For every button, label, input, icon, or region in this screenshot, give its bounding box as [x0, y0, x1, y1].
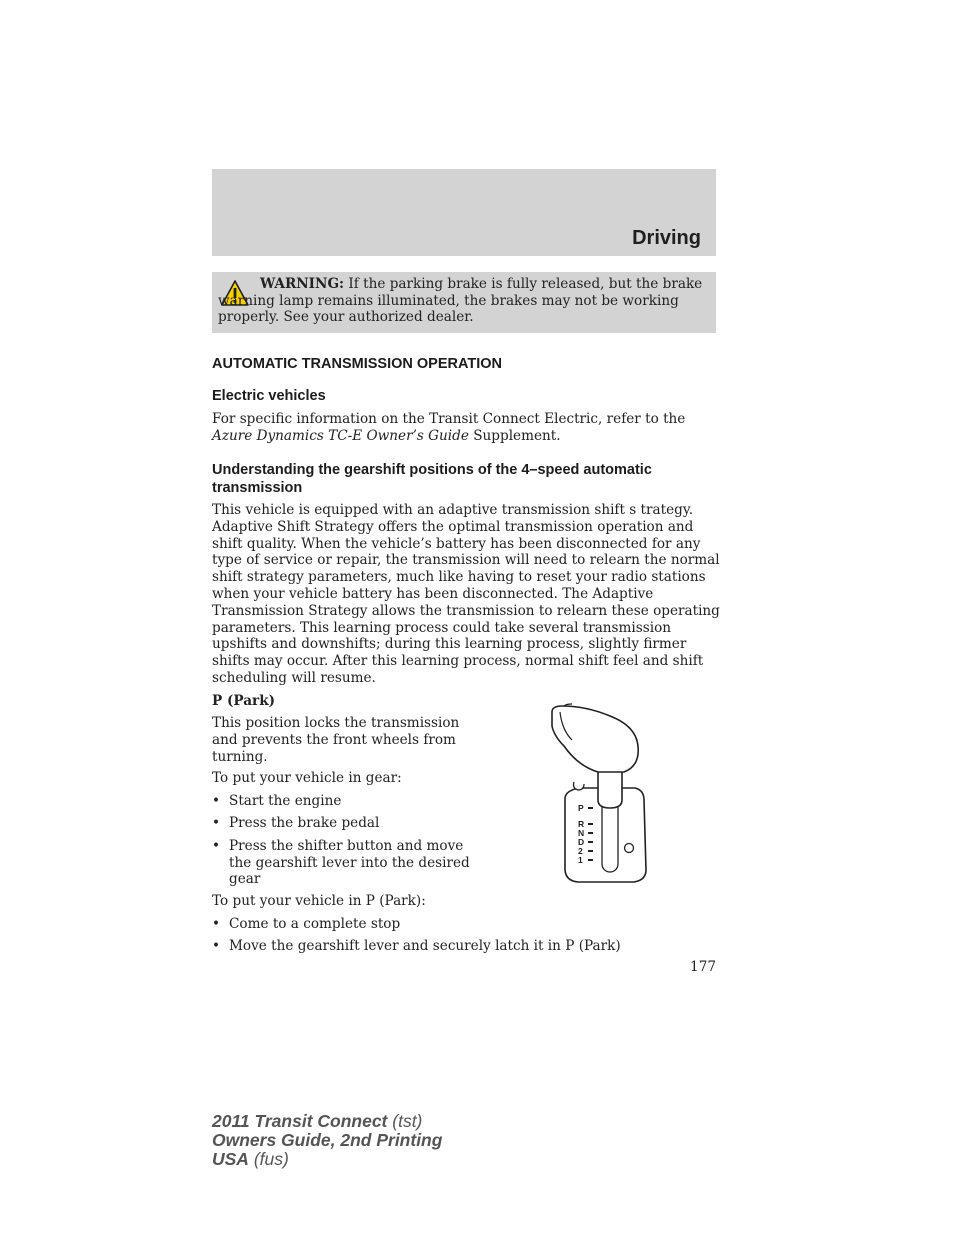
- shifter-label-2: 2: [578, 846, 583, 856]
- park-intro: To put your vehicle in P (Park):: [212, 893, 426, 909]
- shifter-detent-mark: [588, 832, 593, 834]
- footer-market: USA: [212, 1149, 249, 1169]
- guide-title: Azure Dynamics TC-E Owner’s Guide: [212, 427, 469, 444]
- park-paragraph-line: This position locks the transmission: [212, 715, 460, 731]
- warning-box: [212, 272, 716, 333]
- heading-park: P (Park): [212, 693, 276, 709]
- list-item: [212, 916, 718, 933]
- gearshift-paragraph-line: shift quality. When the vehicle’s battery has been disconnected for any: [212, 535, 701, 552]
- shifter-detent-mark: [588, 807, 593, 809]
- footer-line-2: [212, 1131, 442, 1150]
- electric-line-2-suffix: Supplement.: [468, 427, 561, 444]
- list-item: [212, 838, 474, 888]
- park-steps-list: [212, 916, 718, 961]
- gearshift-paragraph-line: shifts may occur. After this learning process, normal shift feel and shift: [212, 653, 704, 670]
- gearshift-paragraph-line: parameters. This learning process could take several transmission: [212, 619, 672, 636]
- electric-line-1: For specific information on the Transit Connect Electric, refer to the: [212, 411, 686, 427]
- list-item-text: Start the engine: [229, 793, 342, 809]
- gearshift-paragraph-line: when your vehicle battery has been disconnected. The Adaptive: [212, 585, 654, 602]
- shifter-label-p: P: [578, 803, 584, 813]
- shifter-label-r: R: [578, 819, 585, 829]
- gearshift-paragraph-line: Transmission Strategy allows the transmission to relearn these operating: [212, 602, 720, 619]
- section-title: Driving: [632, 227, 701, 249]
- gearshift-paragraph-line: shift strategy parameters, much like having to reset your radio stations: [212, 569, 706, 586]
- footer-guide-edition: Owners Guide, 2nd Printing: [212, 1130, 443, 1150]
- park-paragraph-line: and prevents the front wheels from: [212, 731, 456, 748]
- gearshift-paragraph-line: scheduling will resume.: [212, 669, 376, 686]
- shifter-label-1: 1: [578, 855, 583, 865]
- list-item-text: Come to a complete stop: [229, 916, 401, 932]
- document-footer: [212, 1112, 442, 1169]
- list-item-text: Move the gearshift lever and securely latch it in P (Park): [229, 938, 621, 955]
- gear-steps-list: [212, 793, 474, 894]
- footer-line-1: [212, 1112, 442, 1131]
- bullet-icon: •: [212, 837, 221, 854]
- list-item-text: Press the brake pedal: [229, 815, 380, 832]
- list-item-text: Press the shifter button and move the gearshift lever into the desired gear: [229, 837, 470, 888]
- heading-automatic-transmission: AUTOMATIC TRANSMISSION OPERATION: [212, 356, 502, 372]
- heading-electric-vehicles: Electric vehicles: [212, 388, 326, 404]
- heading-gearshift-positions: Understanding the gearshift positions of the 4–speed automatic transmission: [212, 462, 652, 496]
- footer-model: 2011 Transit Connect: [212, 1111, 388, 1131]
- shifter-label-n: N: [578, 828, 585, 838]
- gear-intro: To put your vehicle in gear:: [212, 770, 402, 786]
- bullet-icon: •: [212, 916, 221, 932]
- footer-model-code: (tst): [387, 1111, 423, 1131]
- section-header-band: [212, 169, 716, 256]
- footer-line-3: [212, 1150, 442, 1169]
- electric-line-2: [212, 428, 718, 445]
- warning-text: [218, 276, 708, 326]
- park-paragraph: [212, 715, 482, 765]
- page-number: 177: [690, 959, 716, 975]
- shifter-detent-mark: [588, 859, 593, 861]
- gearshift-paragraph-line: type of service or repair, the transmission will need to relearn the normal: [212, 552, 720, 569]
- shifter-detent-mark: [588, 841, 593, 843]
- footer-market-code: (fus): [248, 1149, 289, 1169]
- warning-label: WARNING:: [260, 276, 345, 292]
- list-item: [212, 938, 718, 955]
- gearshift-lever-illustration: [540, 700, 650, 890]
- gearshift-paragraph: [212, 502, 718, 687]
- bullet-icon: •: [212, 793, 221, 809]
- gearshift-paragraph-line: upshifts and downshifts; during this learning process, slightly firmer: [212, 636, 687, 653]
- gearshift-paragraph-line: This vehicle is equipped with an adaptive transmission shift s trategy.: [212, 502, 694, 518]
- bullet-icon: •: [212, 815, 221, 832]
- warning-body: If the parking brake is fully released, but the brake warning lamp remains illuminated, the brakes may not be working properly. See your authorized dealer.: [218, 276, 703, 326]
- shifter-label-d: D: [578, 837, 585, 847]
- park-paragraph-line: turning.: [212, 748, 268, 765]
- list-item: [212, 815, 474, 832]
- shifter-detent-mark: [588, 850, 593, 852]
- shifter-detent-mark: [588, 823, 593, 825]
- gearshift-paragraph-line: Adaptive Shift Strategy offers the optimal transmission operation and: [212, 518, 694, 535]
- list-item: [212, 793, 474, 810]
- electric-vehicles-paragraph: [212, 411, 718, 445]
- bullet-icon: •: [212, 938, 221, 955]
